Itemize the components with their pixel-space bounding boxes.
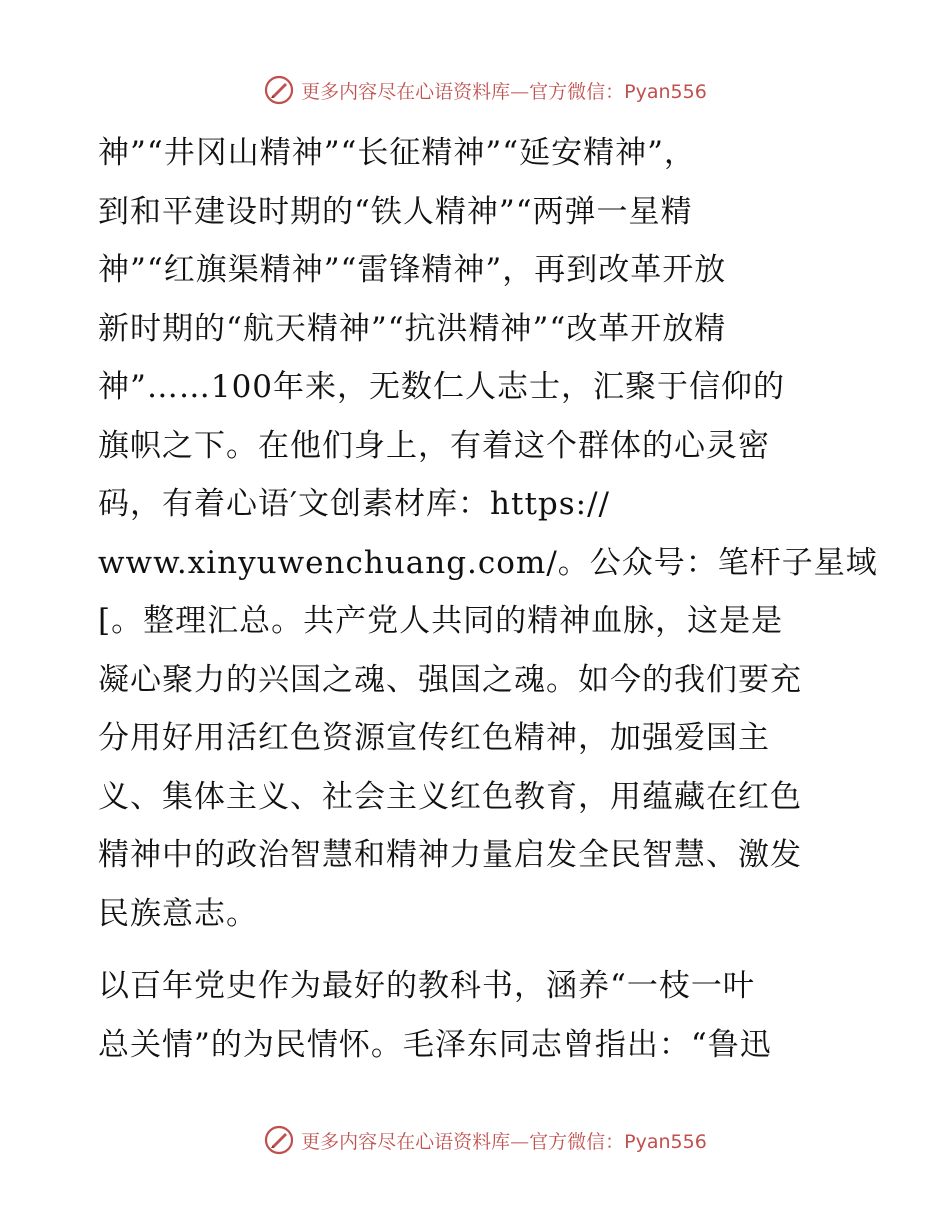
text-line: 以百年党史作为最好的教科书，涵养“一枝一叶 <box>98 968 755 1004</box>
text-line: 新时期的“航天精神”“抗洪精神”“改革开放精 <box>98 310 727 347</box>
text-line: 凝心聚力的兴国之魂、强国之魂。如今的我们要充 <box>98 661 802 698</box>
header-watermark <box>0 70 950 110</box>
text-line: [。整理汇总。共产党人共同的精神血脉，这是是 <box>98 603 784 639</box>
text-line: 神”“红旗渠精神”“雷锋精神”，再到改革开放 <box>98 252 727 288</box>
footer-watermark-inner <box>263 1124 707 1156</box>
text-line: 码，有着心语′文创素材库：https:// <box>98 486 611 522</box>
text-line: 民族意志。 <box>98 895 258 932</box>
text-line: 神”“井冈山精神”“长征精神”“延安精神”， <box>98 135 696 171</box>
header-watermark-inner <box>263 74 707 106</box>
text-line: 精神中的政治智慧和精神力量启发全民智慧、激发 <box>98 837 802 873</box>
footer-watermark-main: 更多内容尽在心语资料库 <box>301 1130 511 1153</box>
document-body <box>98 124 878 1074</box>
header-watermark-main: 更多内容尽在心语资料库 <box>301 80 511 103</box>
footer-watermark-wechat: 官方微信：Pyan556 <box>529 1130 707 1153</box>
paragraph-1 <box>98 124 878 943</box>
footer-watermark-dash: — <box>510 1130 530 1153</box>
footer-watermark-text <box>301 1127 707 1154</box>
footer-watermark <box>0 1120 950 1160</box>
text-line: 旗帜之下。在他们身上，有着这个群体的心灵密 <box>98 427 770 464</box>
text-line: 义、集体主义、社会主义红色教育，用蕴藏在红色 <box>98 778 802 815</box>
quill-logo-icon <box>263 1124 295 1156</box>
quill-logo-icon <box>263 74 295 106</box>
text-line: 总关情”的为民情怀。毛泽东同志曾指出：“鲁迅 <box>98 1026 772 1063</box>
header-watermark-wechat: 官方微信：Pyan556 <box>529 80 707 103</box>
text-line: 到和平建设时期的“铁人精神”“两弹一星精 <box>98 193 693 230</box>
text-line: 分用好用活红色资源宣传红色精神，加强爱国主 <box>98 720 770 756</box>
paragraph-2 <box>98 957 858 1074</box>
text-line: www.xinyuwenchuang.com/。公众号：笔杆子星域 <box>98 544 878 581</box>
text-line: 神”……100年来，无数仁人志士，汇聚于信仰的 <box>98 369 786 405</box>
header-watermark-dash: — <box>510 80 530 103</box>
header-watermark-text <box>301 77 707 104</box>
